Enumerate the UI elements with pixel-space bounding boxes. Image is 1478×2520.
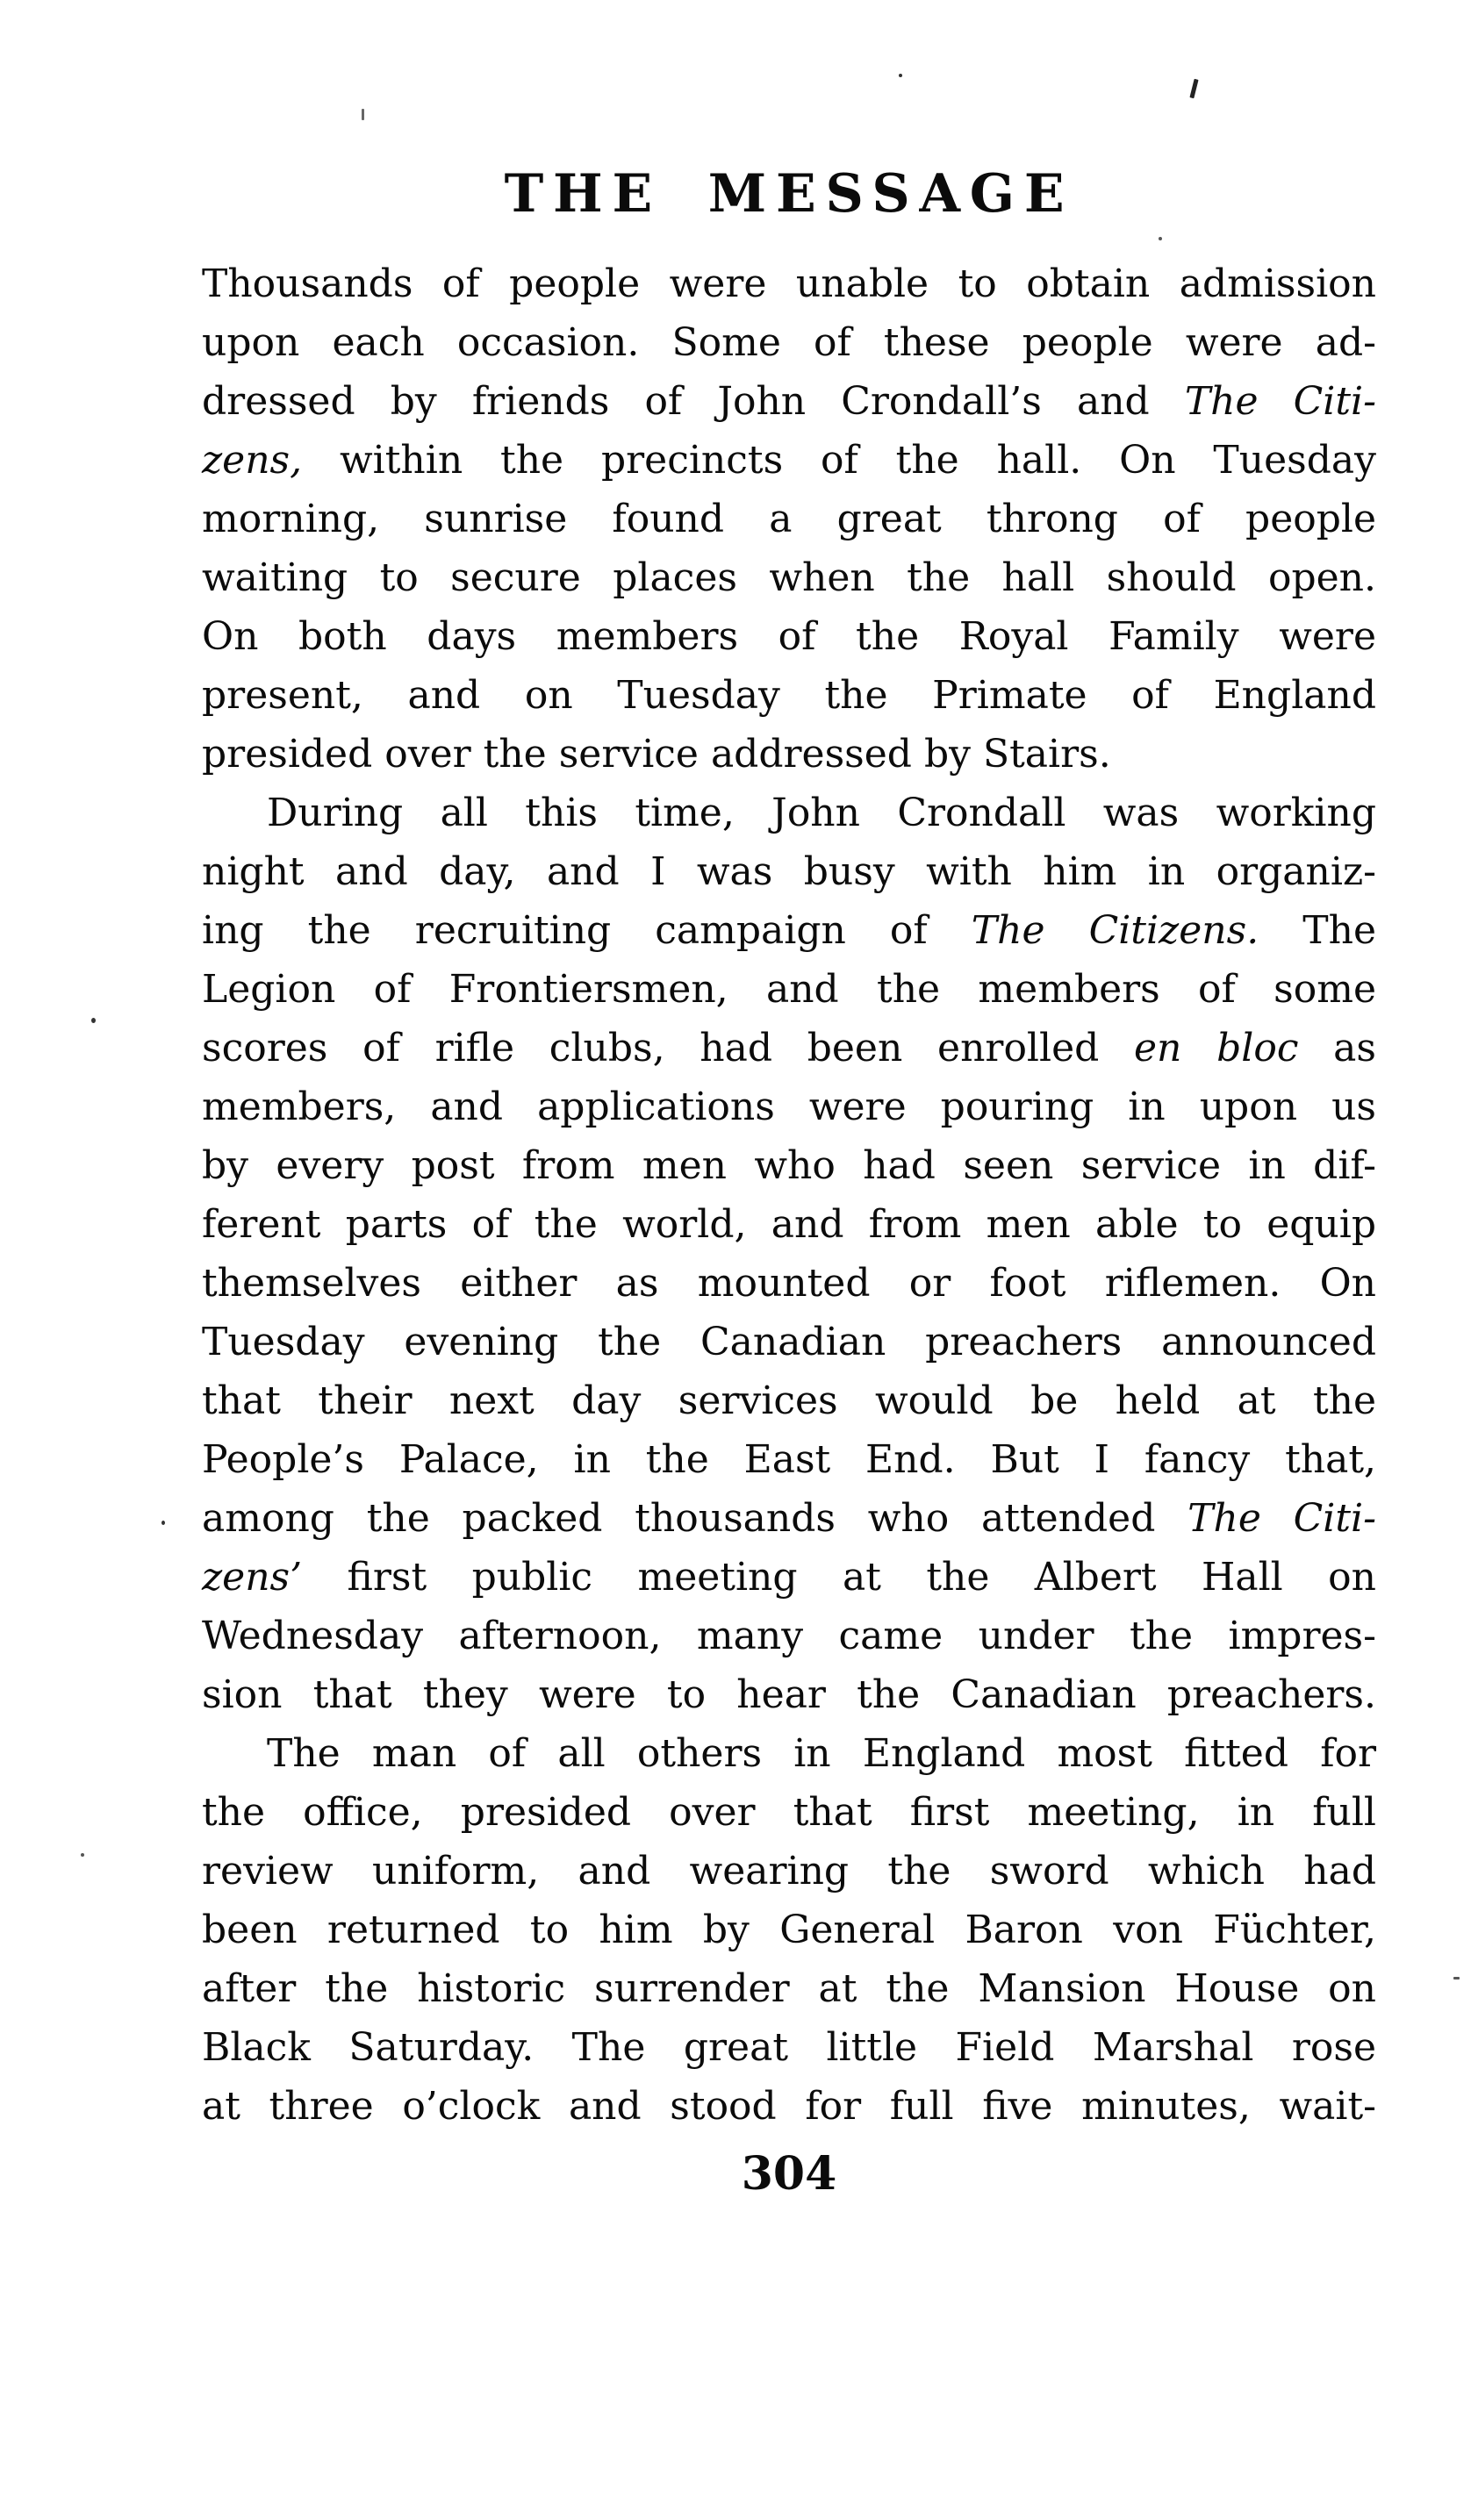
text-run: review uniform, and wearing the sword which had <box>202 1849 1376 1894</box>
text-line <box>202 254 1376 313</box>
text-run: sion that they were to hear the Canadian preachers. <box>202 1672 1376 1717</box>
text-run: dressed by friends of John Crondall’s and <box>202 379 1185 424</box>
text-run: waiting to secure places when the hall should open. <box>202 555 1376 600</box>
text-line <box>202 490 1376 548</box>
text-run: among the packed thousands who attended <box>202 1496 1188 1541</box>
text-line <box>202 960 1376 1019</box>
paragraph <box>202 784 1376 1724</box>
scan-speck <box>1189 79 1198 99</box>
text-line <box>202 901 1376 960</box>
text-run: ferent parts of the world, and from men able to equip <box>202 1202 1376 1247</box>
text-run: presided over the service addressed by Stairs. <box>202 732 1111 777</box>
text-run: Black Saturday. The great little Field Marshal rose <box>202 2025 1376 2070</box>
text-line <box>202 1077 1376 1136</box>
text-run: by every post from men who had seen service in dif- <box>202 1143 1376 1188</box>
text-line <box>202 431 1376 490</box>
scan-speck <box>899 74 902 77</box>
text-run: Wednesday afternoon, many came under the impres- <box>202 1614 1376 1658</box>
text-line <box>202 1195 1376 1254</box>
text-line <box>202 1724 1376 1783</box>
scan-speck <box>1159 237 1162 240</box>
text-run: within the precincts of the hall. On Tuesday <box>302 438 1376 483</box>
scan-speck <box>362 109 364 120</box>
text-line <box>202 1959 1376 2018</box>
text-line <box>202 372 1376 431</box>
text-run: the office, presided over that first meeting, in full <box>202 1790 1376 1835</box>
text-line <box>202 607 1376 666</box>
scan-speck <box>91 1018 96 1023</box>
text-line <box>202 1783 1376 1842</box>
text-line <box>202 1136 1376 1195</box>
text-run: Thousands of people were unable to obtain admission <box>202 261 1376 306</box>
text-line <box>202 1665 1376 1724</box>
italic-text: zens, <box>202 438 303 483</box>
scan-speck <box>81 1853 84 1857</box>
text-run: that their next day services would be held at the <box>202 1378 1376 1423</box>
italic-text: en bloc <box>1134 1026 1299 1070</box>
italic-text: The Citizens. <box>971 908 1259 953</box>
text-run: scores of rifle clubs, had been enrolled <box>202 1026 1134 1070</box>
italic-text: The Citi- <box>1187 1496 1376 1541</box>
text-line <box>202 1254 1376 1313</box>
text-line <box>202 1607 1376 1665</box>
text-run: ing the recruiting campaign of <box>202 908 972 953</box>
page-number: 304 <box>741 2147 837 2201</box>
text-line <box>202 1313 1376 1371</box>
text-line <box>202 1430 1376 1489</box>
text-line <box>202 666 1376 725</box>
text-line <box>202 784 1376 842</box>
text-run: The <box>1259 908 1376 953</box>
text-run: members, and applications were pouring in upon us <box>202 1085 1376 1129</box>
text-run: present, and on Tuesday the Primate of England <box>202 673 1376 718</box>
text-line <box>202 1489 1376 1548</box>
text-run: themselves either as mounted or foot riflemen. On <box>202 1261 1376 1306</box>
text-line <box>202 548 1376 607</box>
text-line <box>202 1019 1376 1077</box>
text-run: as <box>1298 1026 1376 1070</box>
text-run: been returned to him by General Baron von Füchter, <box>202 1908 1376 1952</box>
italic-text: The Citi- <box>1184 379 1376 424</box>
scan-speck <box>1453 1977 1460 1979</box>
paragraph <box>202 1724 1376 2136</box>
scan-speck <box>161 1521 165 1525</box>
body-text <box>202 254 1376 2136</box>
text-line <box>202 2018 1376 2077</box>
page-title: THE MESSAGE <box>504 163 1074 225</box>
text-run: Legion of Frontiersmen, and the members of some <box>202 967 1376 1012</box>
text-run: The man of all others in England most fitted for <box>267 1731 1376 1776</box>
text-line <box>202 1371 1376 1430</box>
italic-text: zens’ <box>202 1555 303 1600</box>
text-run: On both days members of the Royal Family were <box>202 614 1376 659</box>
text-run: upon each occasion. Some of these people were ad- <box>202 320 1376 365</box>
text-line <box>202 1901 1376 1959</box>
text-line <box>202 842 1376 901</box>
text-run: People’s Palace, in the East End. But I fancy that, <box>202 1437 1376 1482</box>
text-line <box>202 313 1376 372</box>
text-run: morning, sunrise found a great throng of people <box>202 497 1376 541</box>
text-line <box>202 725 1376 784</box>
text-line <box>202 1548 1376 1607</box>
text-line <box>202 1842 1376 1901</box>
text-run: after the historic surrender at the Mansion House on <box>202 1966 1376 2011</box>
text-line <box>202 2077 1376 2136</box>
text-run: at three o’clock and stood for full five minutes, wait- <box>202 2084 1376 2129</box>
text-run: first public meeting at the Albert Hall on <box>302 1555 1376 1600</box>
text-run: night and day, and I was busy with him in organiz- <box>202 849 1376 894</box>
paragraph <box>202 254 1376 784</box>
text-run: Tuesday evening the Canadian preachers announced <box>202 1320 1376 1364</box>
text-run: During all this time, John Crondall was working <box>267 791 1376 835</box>
